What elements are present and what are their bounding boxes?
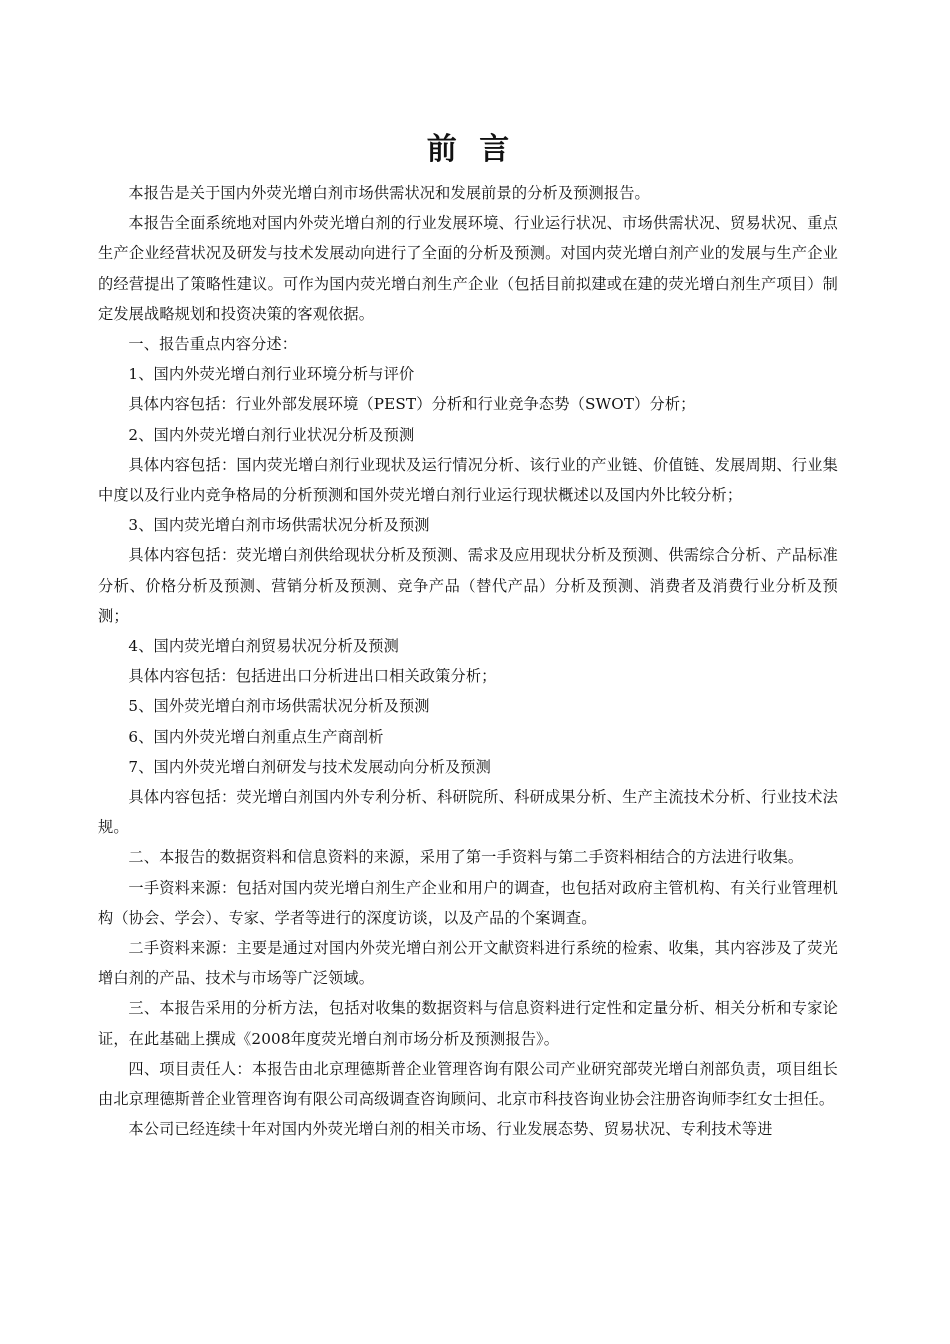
paragraph-section-1-heading: 一、报告重点内容分述：: [128, 335, 298, 354]
paragraph-section-3: 三、本报告采用的分析方法，包括对收集的数据资料与信息资料进行定性和定量分析、相关分析和专家论证，在此基础上撰成《2008年度荧光增白剂市场分析及预测报告》。: [98, 999, 838, 1048]
paragraph-section-2: 二、本报告的数据资料和信息资料的来源，采用了第一手资料与第二手资料相结合的方法进行收集。: [128, 848, 804, 867]
paragraph-secondary-sources: 二手资料来源：主要是通过对国内外荧光增白剂公开文献资料进行系统的检索、收集，其内容涉及了荧光增白剂的产品、技术与市场等广泛领域。: [98, 939, 838, 988]
paragraph-section-4: 四、项目责任人：本报告由北京理德斯普企业管理咨询有限公司产业研究部荧光增白剂部负责，项目组长由北京理德斯普企业管理咨询有限公司高级调查咨询顾问、北京市科技咨询业协会注册咨询师李红女士担任。: [98, 1059, 838, 1109]
paragraph-item-3-detail: 具体内容包括：荧光增白剂供给现状分析及预测、需求及应用现状分析及预测、供需综合分析、产品标准分析、价格分析及预测、营销分析及预测、竞争产品（替代产品）分析及预测、消费者及消费行业分析及预测；: [98, 546, 838, 625]
paragraph-overview: 本报告全面系统地对国内外荧光增白剂的行业发展环境、行业运行状况、市场供需状况、贸易状况、重点生产企业经营状况及研发与技术发展动向进行了全面的分析及预测。对国内荧光增白剂产业的发展与生产企业的经营提出了策略性建议。可作为国内荧光增白剂生产企业（包括目前拟建或在建的荧光增白剂生产项目）制定发展战略规划和投资决策的客观依据。: [98, 214, 838, 323]
paragraph-primary-sources: 一手资料来源：包括对国内荧光增白剂生产企业和用户的调查，也包括对政府主管机构、有关行业管理机构（协会、学会）、专家、学者等进行的深度访谈，以及产品的个案调查。: [98, 878, 838, 927]
paragraph-item-7: 7、国内外荧光增白剂研发与技术发展动向分析及预测: [128, 757, 491, 776]
paragraph-item-3: 3、国内荧光增白剂市场供需状况分析及预测: [128, 516, 430, 535]
paragraph-item-2: 2、国内外荧光增白剂行业状况分析及预测: [128, 425, 415, 444]
paragraph-item-7-detail: 具体内容包括：荧光增白剂国内外专利分析、科研院所、科研成果分析、生产主流技术分析、行业技术法规。: [98, 788, 838, 837]
paragraph-item-1-detail: 具体内容包括：行业外部发展环境（PEST）分析和行业竞争态势（SWOT）分析；: [128, 395, 696, 414]
paragraph-item-4-detail: 具体内容包括：包括进出口分析进出口相关政策分析；: [128, 667, 497, 686]
paragraph-item-5: 5、国外荧光增白剂市场供需状况分析及预测: [128, 697, 430, 716]
document-title: 前 言: [426, 132, 516, 167]
document-page: [98, 128, 838, 1145]
paragraph-item-2-detail: 具体内容包括：国内荧光增白剂行业现状及运行情况分析、该行业的产业链、价值链、发展周期、行业集中度以及行业内竞争格局的分析预测和国外荧光增白剂行业运行现状概述以及国内外比较分析；: [98, 455, 838, 505]
paragraph-item-4: 4、国内荧光增白剂贸易状况分析及预测: [128, 637, 399, 656]
paragraph-intro: 本报告是关于国内外荧光增白剂市场供需状况和发展前景的分析及预测报告。: [128, 184, 650, 202]
paragraph-item-1: 1、国内外荧光增白剂行业环境分析与评价: [128, 365, 415, 384]
paragraph-item-6: 6、国内外荧光增白剂重点生产商剖析: [128, 727, 384, 746]
paragraph-company-note: 本公司已经连续十年对国内外荧光增白剂的相关市场、行业发展态势、贸易状况、专利技术等进: [128, 1120, 773, 1139]
